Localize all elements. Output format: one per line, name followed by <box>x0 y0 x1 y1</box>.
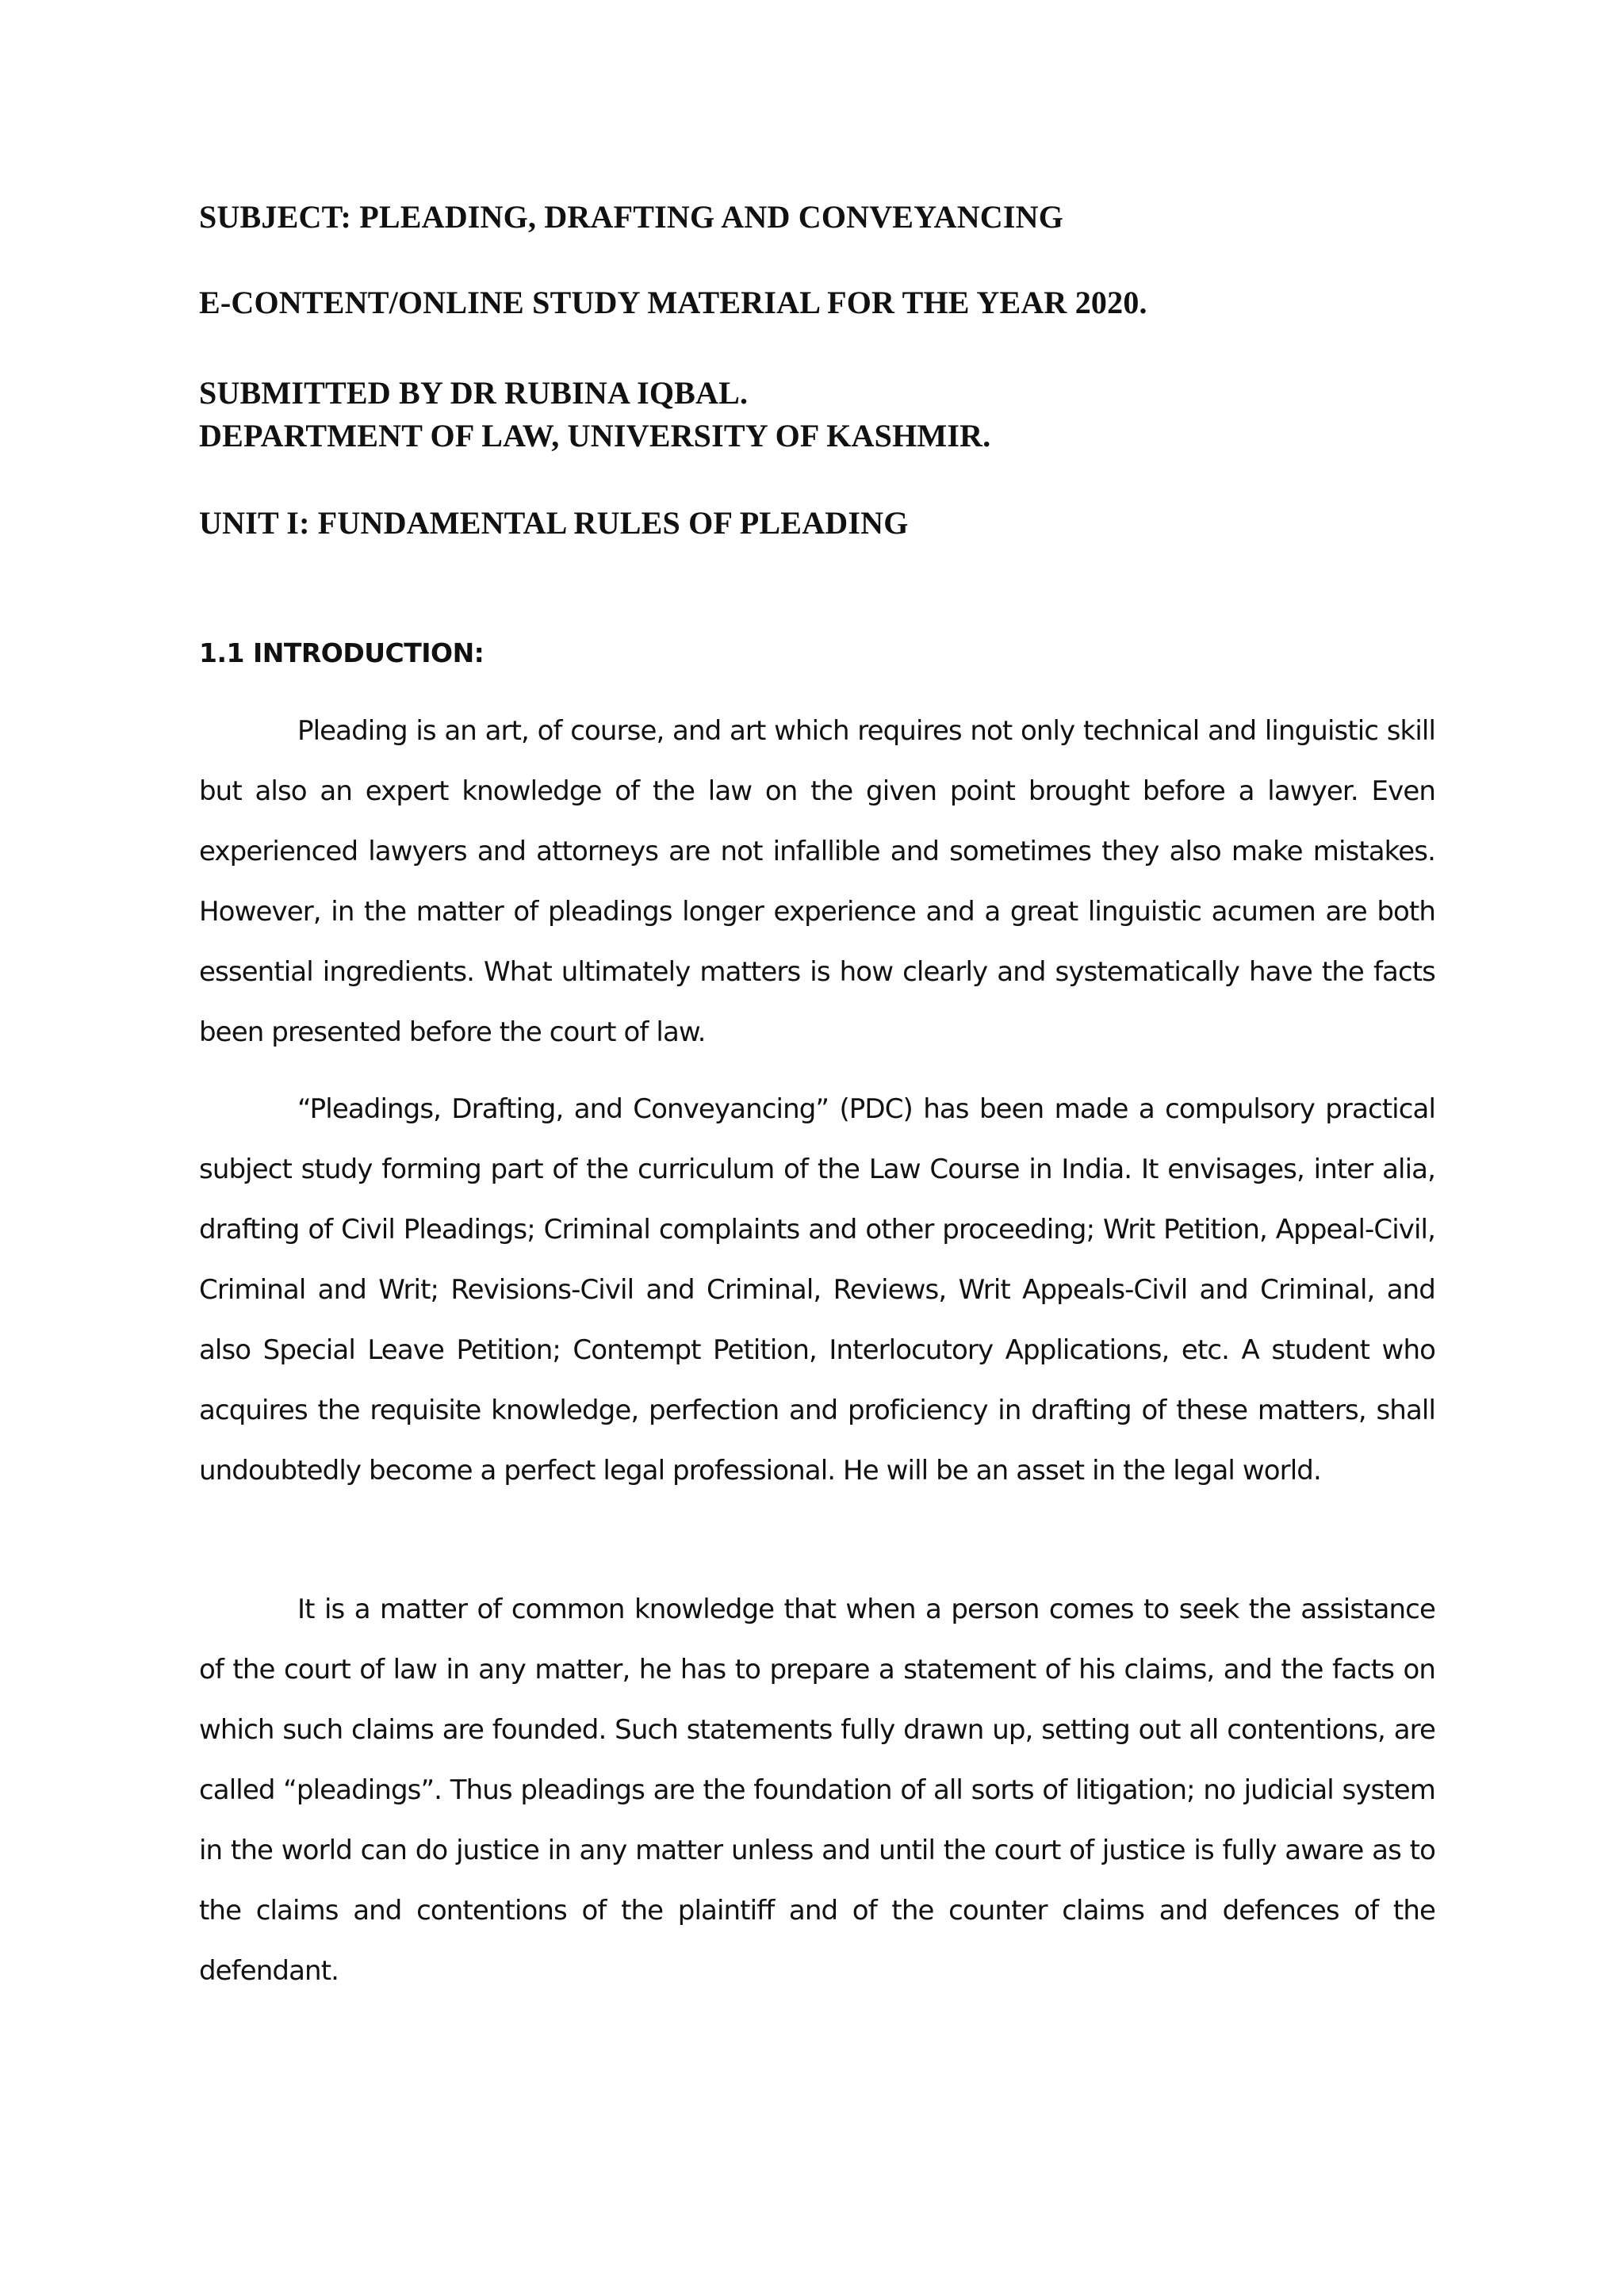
paragraph: Pleading is an art, of course, and art which requires not only technical and linguistic skill but also an expert knowledge of the law on the given point brought before a lawyer. Even experienced lawyers and attorneys are not infallible and sometimes they also make mistakes. However, in the matter of pleadings longer experience and a great linguistic acumen are both essential ingredients. What ultimately matters is how clearly and systematically have the facts been presented before the court of law. <box>199 715 1435 1048</box>
department-heading: DEPARTMENT OF LAW, UNIVERSITY OF KASHMIR. <box>199 418 991 453</box>
subject-heading: SUBJECT: PLEADING, DRAFTING AND CONVEYANCING <box>199 199 1064 235</box>
paragraph: “Pleadings, Drafting, and Conveyancing” (PDC) has been made a compulsory practical subject study forming part of the curriculum of the Law Course in India. It envisages, inter alia, drafting of Civil Pleadings; Criminal complaints and other proceeding; Writ Petition, Appeal-Civil, Criminal and Writ; Revisions-Civil and Criminal, Reviews, Writ Appeals-Civil and Criminal, and also Special Leave Petition; Contempt Petition, Interlocutory Applications, etc. A student who acquires the requisite knowledge, perfection and proficiency in drafting of these matters, shall undoubtedly become a perfect legal professional. He will be an asset in the legal world. <box>199 1093 1435 1487</box>
unit-heading: UNIT I: FUNDAMENTAL RULES OF PLEADING <box>199 505 909 541</box>
submitted-by-heading: SUBMITTED BY DR RUBINA IQBAL. <box>199 375 749 411</box>
material-heading: E-CONTENT/ONLINE STUDY MATERIAL FOR THE YEAR 2020. <box>199 285 1147 320</box>
paragraph: It is a matter of common knowledge that when a person comes to seek the assistance of the court of law in any matter, he has to prepare a statement of his claims, and the facts on which such claims are founded. Such statements fully drawn up, setting out all contentions, are called “pleadings”. Thus pleadings are the foundation of all sorts of litigation; no judicial system in the world can do justice in any matter unless and until the court of justice is fully aware as to the claims and contentions of the plaintiff and of the counter claims and defences of the defendant. <box>199 1594 1435 1987</box>
section-title: 1.1 INTRODUCTION: <box>199 637 485 668</box>
